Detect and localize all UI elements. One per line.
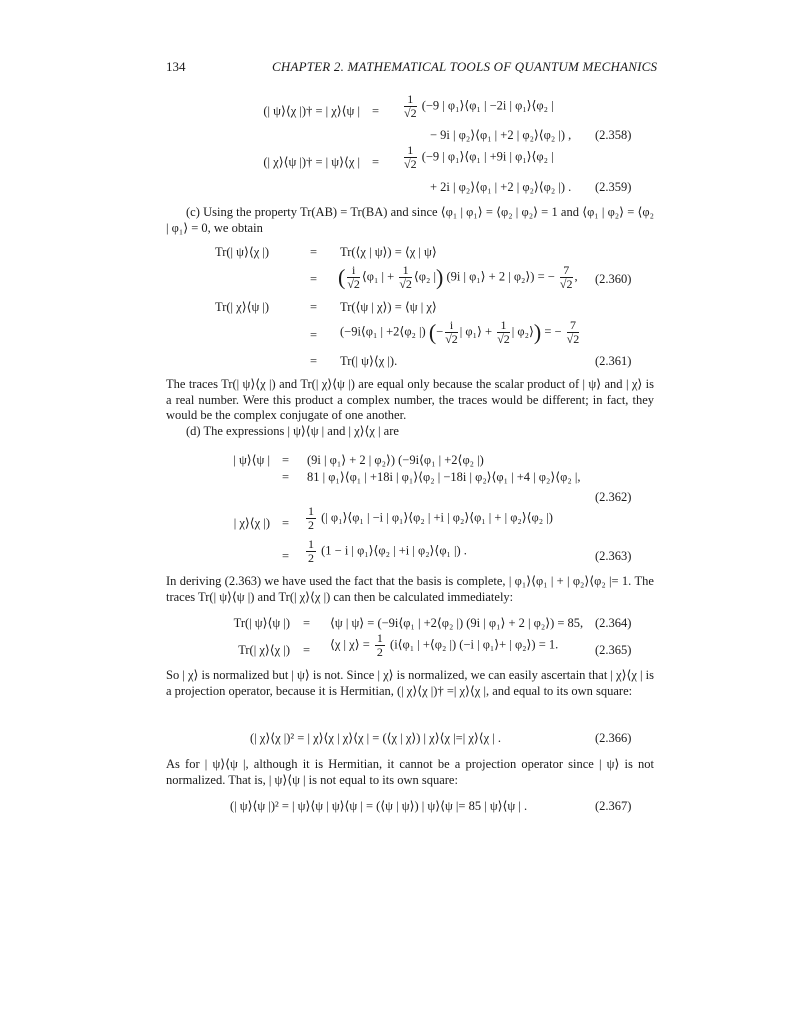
eq-2362-rel-2: = (282, 470, 290, 484)
eq-2360-rel-1: = (310, 245, 318, 259)
eq-number-2362: (2.362) (595, 490, 632, 504)
eq-2362-lhs: | ψ⟩⟨ψ | (233, 453, 270, 467)
eq-2361-rel-1: = (310, 300, 318, 314)
paragraph-as-for: As for | ψ⟩⟨ψ |, although it is Hermitian, it cannot be a projection operator since | ψ⟩ is not normalized. That is, | ψ⟩⟨ψ | is not equal to its own square: (166, 757, 654, 787)
eq-2362-rhs-1: (9i | φ₁⟩ + 2 | φ₂⟩) (−9i⟨φ₁ | +2⟨φ₂ |) (307, 453, 484, 467)
eq-number-2365: (2.365) (595, 643, 632, 657)
eq-number-2366: (2.366) (595, 731, 632, 745)
eq-2363-lhs: | χ⟩⟨χ |) (233, 516, 270, 530)
paragraph-c: (c) Using the property Tr(AB) = Tr(BA) and since ⟨φ₁ | φ₁⟩ = ⟨φ₂ | φ₂⟩ = 1 and ⟨φ₁ | φ₂⟩ = ⟨φ₂ | φ₁⟩ = 0, we obtain (166, 205, 654, 235)
paragraph-traces: The traces Tr(| ψ⟩⟨χ |) and Tr(| χ⟩⟨ψ |) are equal only because the scalar product of | ψ⟩ and | χ⟩ is a real number. Were this product a complex number, the traces would be different; in fact, they would be the complex conjugate of one another. (166, 377, 654, 422)
eq-2361-rhs-2: (−9i⟨φ₁ | +2⟨φ₂ |) (− $\frac{i}{√2}$ | φ₁⟩ + $\frac{1}{√2}$ | φ₂⟩) = − $\frac{7}{√2}$ (340, 318, 580, 346)
eq-2359-rhs-1: $\frac{1}{√2}$ (−9 | φ₁⟩⟨φ₁ | +9i | φ₁⟩⟨φ₂ | (404, 143, 554, 171)
eq-2359-lhs: (| χ⟩⟨ψ |)† = | ψ⟩⟨χ | (263, 155, 360, 169)
page-number: 134 (166, 59, 186, 74)
paragraph-so: So | χ⟩ is normalized but | ψ⟩ is not. Since | χ⟩ is normalized, we can easily ascertain that | χ⟩⟨χ | is a projection operator, because it is Hermitian, (| χ⟩⟨χ |)† =| χ⟩⟨χ |, and equal to its own square: (166, 668, 654, 698)
eq-2363-rel-2: = (282, 549, 290, 563)
eq-2365-rel: = (303, 643, 311, 657)
eq-number-2367: (2.367) (595, 799, 632, 813)
eq-2366: (| χ⟩⟨χ |)² = | χ⟩⟨χ | χ⟩⟨χ | = (⟨χ | χ⟩) | χ⟩⟨χ |=| χ⟩⟨χ | . (250, 731, 502, 745)
eq-2361-lhs: Tr(| χ⟩⟨ψ |) (215, 300, 270, 314)
eq-2362-rel-1: = (282, 453, 290, 467)
eq-2364-lhs: Tr(| ψ⟩⟨ψ |) (233, 616, 290, 630)
eq-2360-rhs-2: ( $\frac{i}{√2}$ ⟨φ₁ | + $\frac{1}{√2}$ ⟨φ₂ |) (9i | φ₁⟩ + 2 | φ₂⟩) = − $\frac{7}{√2}$ , (338, 263, 578, 291)
eq-2361-rhs-3: Tr(| ψ⟩⟨χ |). (340, 354, 398, 368)
eq-number-2359: (2.359) (595, 180, 632, 194)
eq-2365-rhs: ⟨χ | χ⟩ = $\frac{1}{2}$ (i⟨φ₁ | +⟨φ₂ |) (−i | φ₁⟩+ | φ₂⟩) = 1. (330, 631, 559, 659)
eq-2358-rel: = (372, 104, 380, 118)
eq-number-2363: (2.363) (595, 549, 632, 563)
eq-2363-rhs-1: $\frac{1}{2}$ (| φ₁⟩⟨φ₁ | −i | φ₁⟩⟨φ₂ | +i | φ₂⟩⟨φ₁ | + | φ₂⟩⟨φ₂ |) (308, 504, 553, 532)
eq-2361-rhs-1: Tr(⟨ψ | χ⟩) = ⟨ψ | χ⟩ (340, 300, 437, 314)
eq-2360-lhs: Tr(| ψ⟩⟨χ |) (215, 245, 270, 259)
paragraph-deriving: In deriving (2.363) we have used the fact that the basis is complete, | φ₁⟩⟨φ₁ | + | φ₂⟩⟨φ₂ |= 1. The traces Tr(| ψ⟩⟨ψ |) and Tr(| χ⟩⟨χ |) can then be calculated immediately: (166, 574, 654, 604)
eq-2367: (| ψ⟩⟨ψ |)² = | ψ⟩⟨ψ | ψ⟩⟨ψ | = (⟨ψ | ψ⟩) | ψ⟩⟨ψ |= 85 | ψ⟩⟨ψ | . (230, 799, 528, 813)
eq-number-2364: (2.364) (595, 616, 632, 630)
eq-2360-rhs-1: Tr(⟨χ | ψ⟩) = ⟨χ | ψ⟩ (340, 245, 437, 259)
eq-2364-rel: = (303, 616, 311, 630)
eq-2363-rel-1: = (282, 516, 290, 530)
eq-2361-rel-2: = (310, 328, 318, 342)
eq-2358-lhs: (| ψ⟩⟨χ |)† = | χ⟩⟨ψ | (263, 104, 360, 118)
eq-2358-rhs-2: − 9i | φ₂⟩⟨φ₁ | +2 | φ₂⟩⟨φ₂ |) , (430, 128, 572, 142)
eq-2364-rhs: ⟨ψ | ψ⟩ = (−9i⟨φ₁ | +2⟨φ₂ |) (9i | φ₁⟩ + 2 | φ₂⟩) = 85, (330, 616, 584, 630)
eq-2359-rhs-2: + 2i | φ₂⟩⟨φ₁ | +2 | φ₂⟩⟨φ₂ |) . (430, 180, 572, 194)
eq-2358-rhs-1: $\frac{1}{√2}$ (−9 | φ₁⟩⟨φ₁ | −2i | φ₁⟩⟨φ₂ | (404, 92, 554, 120)
eq-2362-rhs-2: 81 | φ₁⟩⟨φ₁ | +18i | φ₁⟩⟨φ₂ | −18i | φ₂⟩⟨φ₁ | +4 | φ₂⟩⟨φ₂ |, (307, 470, 581, 484)
eq-2361-rel-3: = (310, 354, 318, 368)
eq-2365-lhs: Tr(| χ⟩⟨χ |) (238, 643, 290, 657)
eq-number-2358: (2.358) (595, 128, 632, 142)
eq-number-2360: (2.360) (595, 272, 632, 286)
eq-number-2361: (2.361) (595, 354, 632, 368)
eq-2359-rel: = (372, 155, 380, 169)
running-title: CHAPTER 2. MATHEMATICAL TOOLS OF QUANTUM MECHANICS (272, 59, 658, 74)
eq-2360-rel-2: = (310, 272, 318, 286)
eq-2363-rhs-2: $\frac{1}{2}$ (1 − i | φ₁⟩⟨φ₂ | +i | φ₂⟩⟨φ₁ |) . (308, 537, 467, 565)
paragraph-d: (d) The expressions | ψ⟩⟨ψ | and | χ⟩⟨χ | are (186, 424, 399, 438)
